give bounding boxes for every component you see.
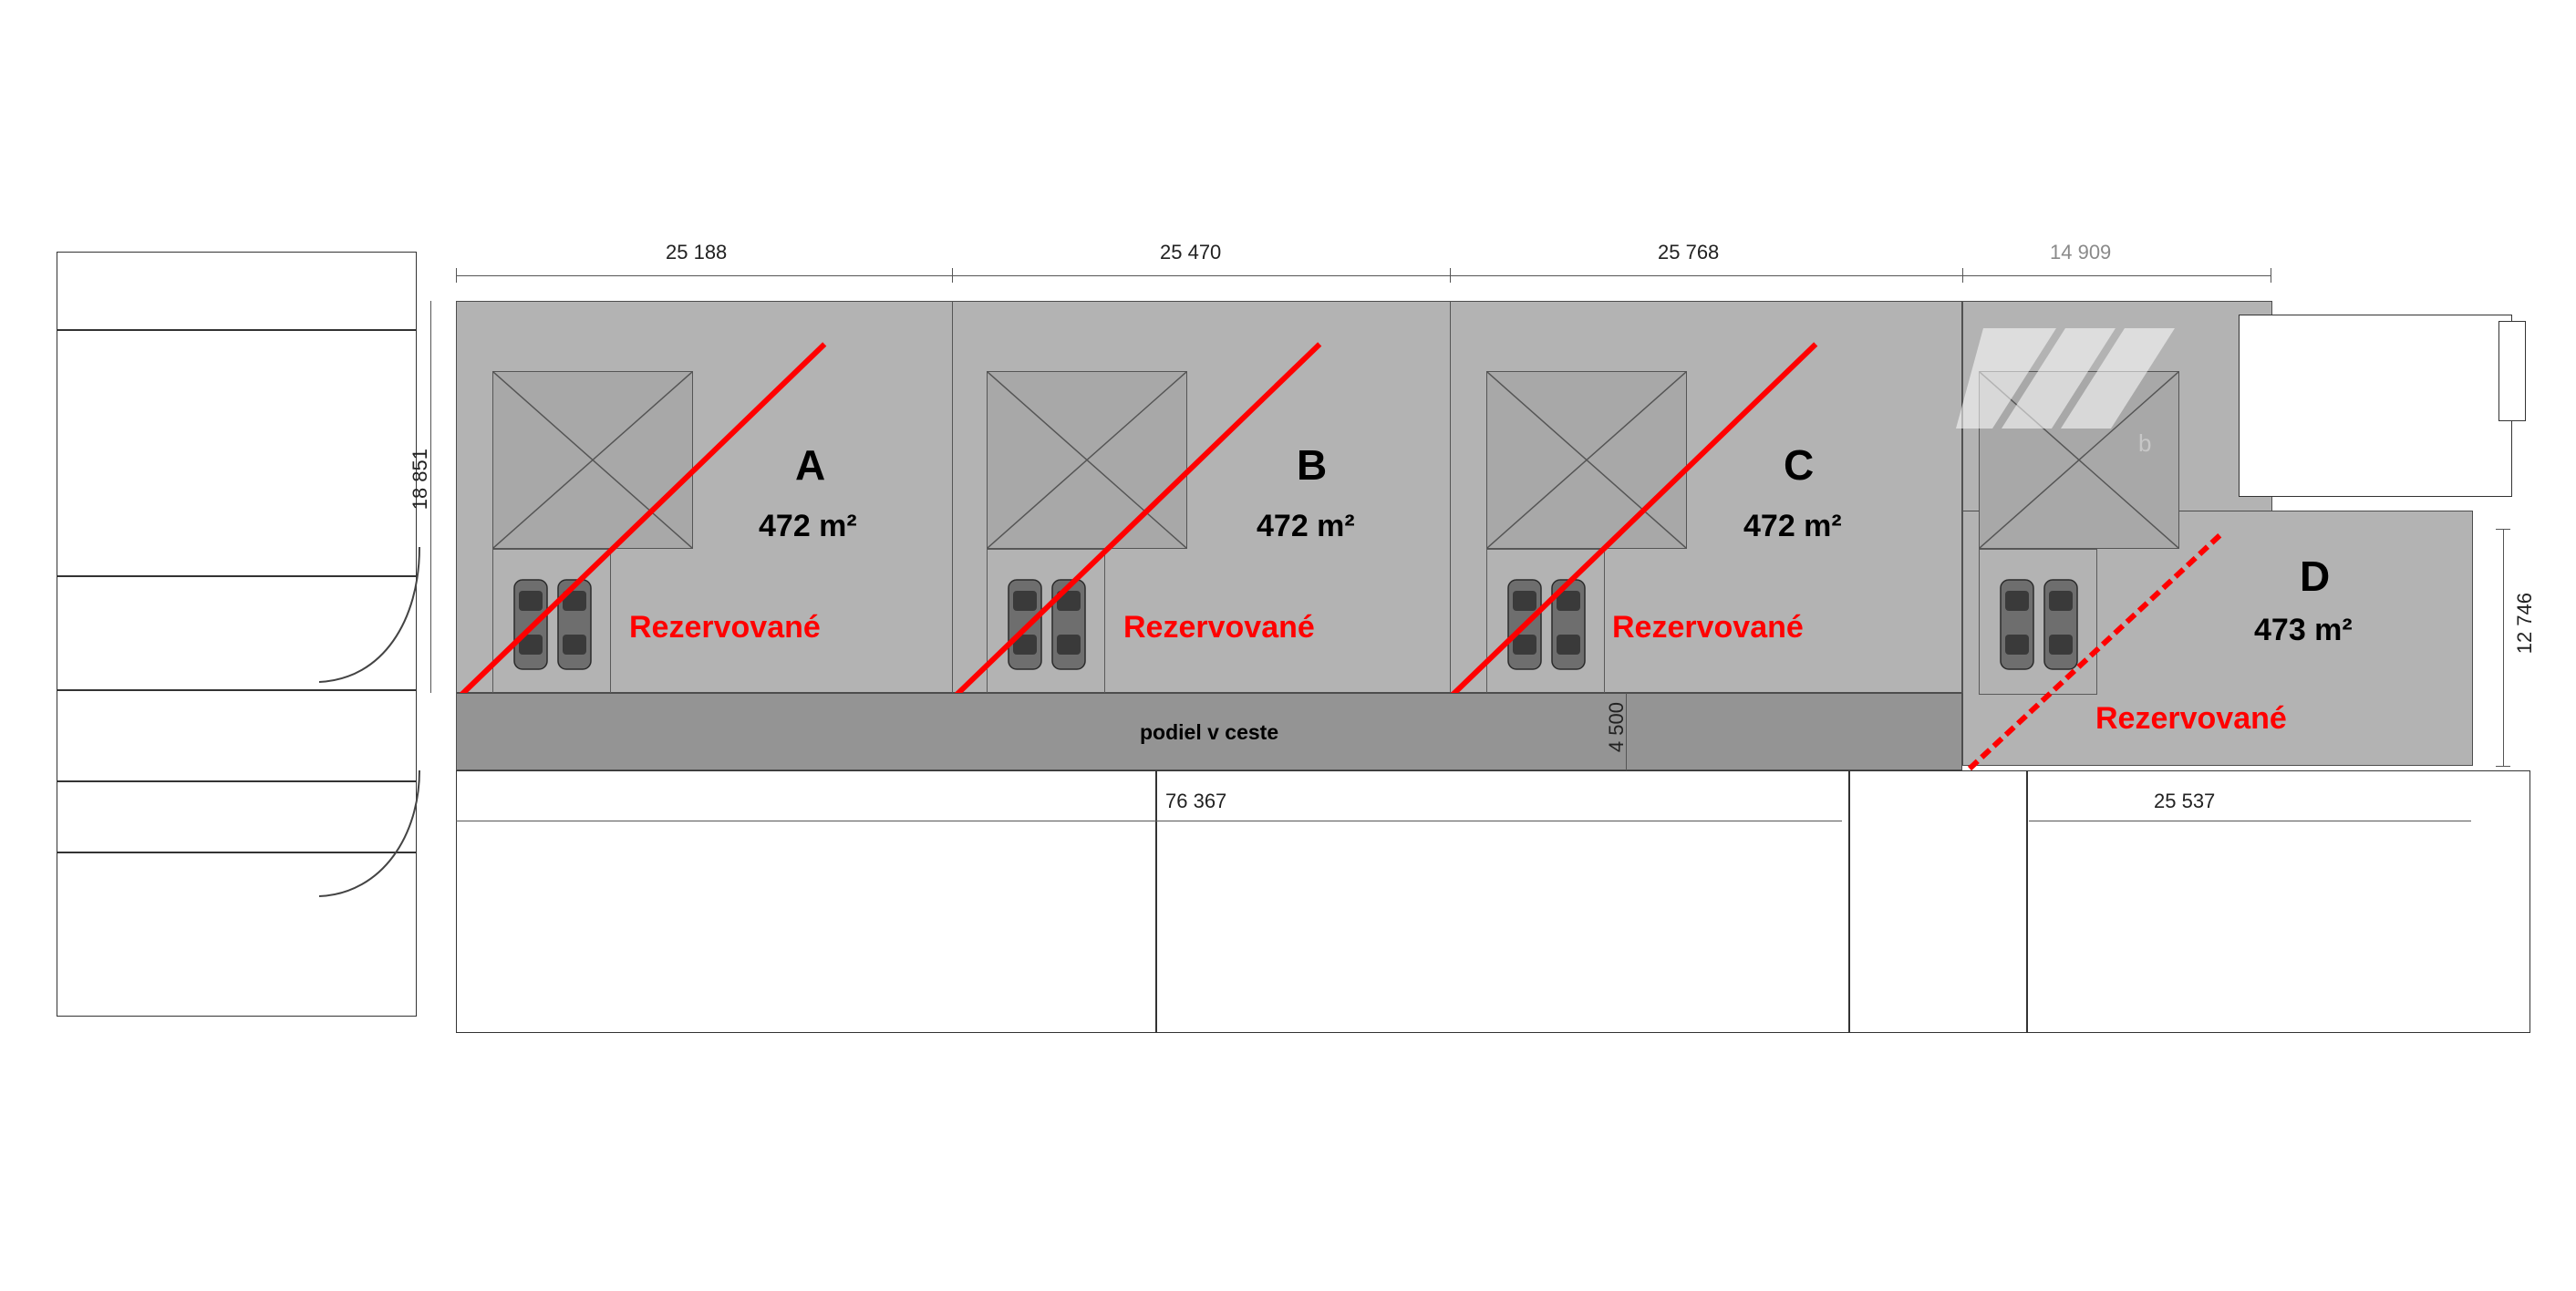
house-c	[1486, 371, 1687, 549]
top-dimension-tick-2	[1450, 268, 1451, 283]
top-dimension-line	[456, 275, 2271, 276]
lot-divider-b-c	[1450, 301, 1451, 693]
right-building-outline	[2239, 315, 2512, 497]
road-label: podiel v ceste	[1140, 720, 1279, 744]
right-dimension-label: 12 746	[2513, 593, 2536, 655]
top-dimension-label-2: 25 768	[1658, 241, 1720, 263]
cars-lot-d	[1997, 574, 2085, 675]
bottom-dimension-label-0: 76 367	[1165, 790, 1227, 812]
cars-lot-a	[511, 574, 598, 675]
lot-area-c: 472 m²	[1743, 509, 1842, 543]
house-a-cross-icon	[493, 372, 692, 548]
right-building-notch	[2498, 321, 2526, 421]
lot-area-a: 472 m²	[759, 509, 857, 543]
lot-letter-b: B	[1297, 441, 1328, 489]
right-dimension-line	[2503, 529, 2504, 766]
bottom-dimension-label-1: 25 537	[2154, 790, 2216, 812]
svg-text:b: b	[2138, 429, 2152, 457]
neighbor-parcel-1	[57, 252, 417, 330]
lot-letter-d: D	[2300, 553, 2331, 600]
lot-status-c: Rezervované	[1612, 610, 1804, 645]
right-dimension-tick-bottom	[2496, 766, 2510, 767]
lot-status-a: Rezervované	[629, 610, 821, 645]
house-b-cross-icon	[988, 372, 1186, 548]
neighbor-parcel-2	[57, 330, 417, 576]
bottom-parcel-4	[2027, 770, 2530, 1033]
cars-lot-c	[1505, 574, 1592, 675]
bottom-parcel-2	[1156, 770, 1849, 1033]
lot-letter-c: C	[1784, 441, 1815, 489]
cars-lot-b	[1005, 574, 1092, 675]
bottom-parcel-1	[456, 770, 1156, 1033]
watermark-logo	[1956, 319, 2202, 465]
right-dimension-tick-top	[2496, 529, 2510, 530]
road-width-dim-label: 4 500	[1605, 702, 1628, 753]
lot-area-d: 473 m²	[2254, 613, 2353, 647]
bottom-parcel-3	[1849, 770, 2027, 1033]
lot-status-d: Rezervované	[2095, 701, 2287, 736]
top-dimension-tick-3	[1962, 268, 1963, 283]
lot-divider-a-b	[952, 301, 953, 693]
top-dimension-label-3: 14 909	[2050, 241, 2112, 263]
neighbor-parcel-4	[57, 690, 417, 781]
house-b	[987, 371, 1187, 549]
top-dimension-tick-1	[952, 268, 953, 283]
house-c-cross-icon	[1487, 372, 1686, 548]
lot-status-b: Rezervované	[1123, 610, 1315, 645]
driveway-arc-lower	[319, 770, 465, 898]
left-dimension-label: 18 851	[409, 449, 431, 511]
house-a	[492, 371, 693, 549]
lot-letter-a: A	[795, 441, 826, 489]
top-dimension-label-1: 25 470	[1160, 241, 1222, 263]
top-dimension-tick-0	[456, 268, 457, 283]
top-dimension-label-0: 25 188	[666, 241, 728, 263]
driveway-arc-upper	[319, 547, 465, 684]
lot-area-b: 472 m²	[1257, 509, 1355, 543]
